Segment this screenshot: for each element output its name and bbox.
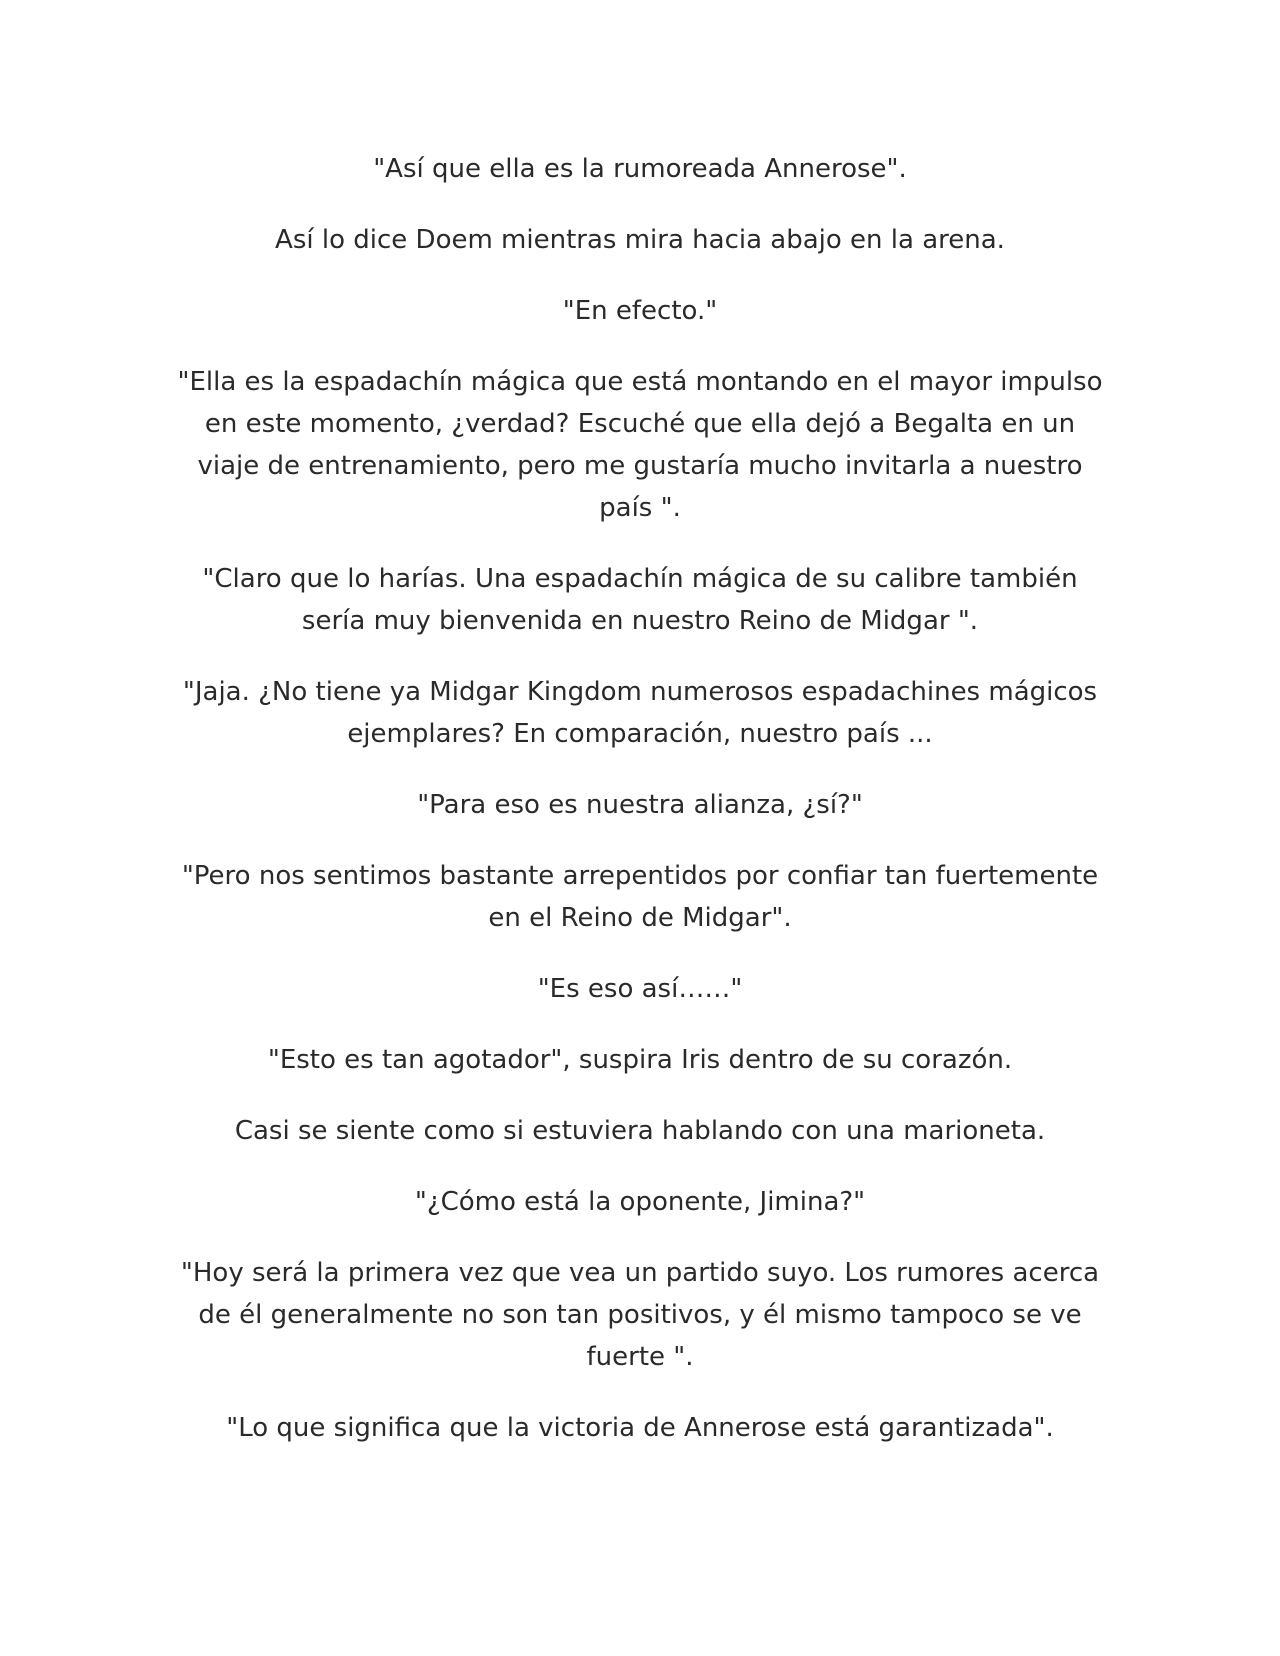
paragraph-8: "Pero nos sentimos bastante arrepentidos por confiar tan fuertemente en el Reino de Midgar". <box>181 861 1099 933</box>
paragraph-11: Casi se siente como si estuviera hablando con una marioneta. <box>234 1116 1046 1146</box>
paragraph-7: "Para eso es nuestra alianza, ¿sí?" <box>417 790 863 820</box>
paragraph-1: "Así que ella es la rumoreada Annerose". <box>373 154 907 184</box>
paragraph-5: "Claro que lo harías. Una espadachín mágica de su calibre también sería muy bienvenida en nuestro Reino de Midgar ". <box>202 564 1078 636</box>
paragraph-2: Así lo dice Doem mientras mira hacia abajo en la arena. <box>275 225 1005 255</box>
paragraph-9: "Es eso así……" <box>537 974 743 1004</box>
paragraph-14: "Lo que significa que la victoria de Annerose está garantizada". <box>226 1413 1054 1443</box>
paragraph-13: "Hoy será la primera vez que vea un partido suyo. Los rumores acerca de él generalmente no son tan positivos, y él mismo tampoco se ve fuerte ". <box>180 1258 1100 1372</box>
paragraph-3: "En efecto." <box>562 296 718 326</box>
paragraph-10: "Esto es tan agotador", suspira Iris dentro de su corazón. <box>267 1045 1013 1075</box>
paragraph-6: "Jaja. ¿No tiene ya Midgar Kingdom numerosos espadachines mágicos ejemplares? En comparación, nuestro país ... <box>182 677 1098 749</box>
document-text <box>170 148 1110 1449</box>
paragraph-12: "¿Cómo está la oponente, Jimina?" <box>414 1187 866 1217</box>
paragraph-4: "Ella es la espadachín mágica que está montando en el mayor impulso en este momento, ¿verdad? Escuché que ella dejó a Begalta en un viaje de entrenamiento, pero me gustaría mucho invitarla a nuestro país ". <box>177 367 1103 523</box>
